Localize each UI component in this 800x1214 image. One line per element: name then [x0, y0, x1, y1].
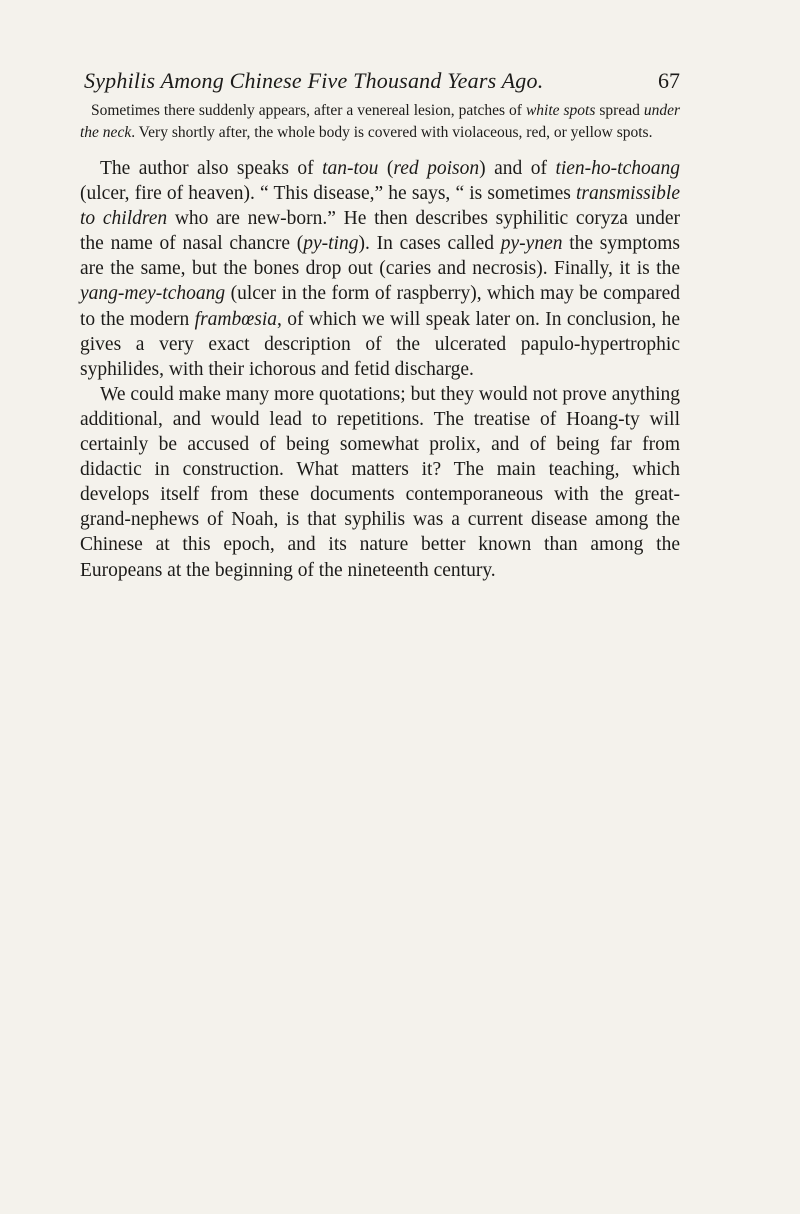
paragraph-text: , of which we will speak later on. In conclusion, he gives a very exact description of the ulcerated papulo-hypertrophic syphilides, with their ichorous and fetid discharge. [80, 308, 680, 380]
quote-text: . Very shortly after, the whole body is covered with violaceous, red, or yellow spots. [131, 124, 653, 141]
paragraph-text: (ulcer, fire of heaven). “ This disease,” he says, “ is sometimes [80, 183, 576, 205]
italic-term: transmissible to children [80, 183, 680, 230]
quoted-passage [80, 100, 680, 144]
paragraph-text: (ulcer in the form of raspberry), which may be compared to the modern [80, 283, 680, 330]
running-head [80, 62, 680, 100]
italic-term: tien-ho-tchoang [555, 158, 680, 179]
italic-term: py-ynen [500, 233, 563, 255]
italic-term: frambœsia [194, 308, 278, 330]
quote-italic-term: white spots [525, 102, 596, 119]
paragraph-text: who are new-born.” He then describes syphilitic coryza under the name of nasal chancre ( [80, 208, 680, 255]
italic-term: tan-tou [322, 158, 379, 179]
paragraph-text: ) and of [479, 158, 556, 179]
quote-italic-term: under the neck [80, 102, 681, 141]
paragraph-text: the symptoms are the same, but the bones drop out (caries and necrosis). Finally, it is the [80, 233, 680, 280]
paragraph-conclusion: We could make many more quotations; but they would not prove anything additional, and would lead to repetitions. The treatise of Hoang-ty will certainly be accused of being somewhat prolix, and of being far from didactic in construction. What matters it? The main teaching, which develops itself from these documents contemporaneous with the great-grand-nephews of Noah, is that syphilis was a current disease among the Chinese at this epoch, and its nature better known than among the Europeans at the beginning of the nineteenth century. [80, 383, 680, 581]
italic-term: yang-mey-tchoang [80, 283, 226, 305]
italic-term: red poison [393, 158, 480, 179]
paragraph-text: The author also speaks of [100, 158, 323, 179]
paragraph-author-terms [80, 156, 680, 382]
running-title: Syphilis Among Chinese Five Thousand Years Ago. [84, 68, 544, 93]
italic-term: py-ting [303, 233, 359, 255]
quote-text: spread [595, 102, 644, 119]
quote-text: Sometimes there suddenly appears, after a venereal lesion, patches of [91, 102, 526, 119]
paragraph-text: ). In cases called [358, 233, 501, 255]
book-page [80, 62, 680, 583]
paragraph-text: ( [378, 158, 394, 179]
page-number: 67 [658, 68, 680, 93]
